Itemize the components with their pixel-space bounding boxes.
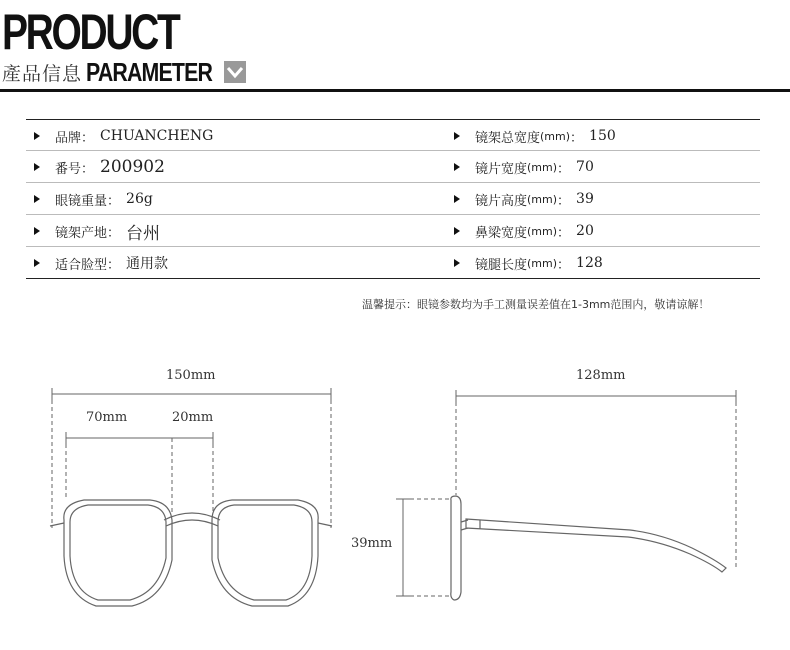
spec-value: 台州 [126,223,161,244]
spec-label: 镜架产地 [55,225,108,241]
spec-unit: (mm) [527,192,558,206]
spec-value: 26g [126,191,153,207]
lens-bridge-dimension [66,432,213,514]
side-view-glasses [451,496,726,600]
spec-label: 番号 [55,161,82,177]
spec-colon: ： [570,130,584,146]
spec-colon: ： [107,257,121,273]
spec-value: 200902 [100,157,165,177]
spec-label: 适合脸型 [55,257,108,273]
spec-label: 镜腿长度 [475,257,528,273]
measurement-notice: 温馨提示：眼镜参数均为手工测量误差值在1-3mm范围内，敬请谅解！ [362,298,710,311]
lens-width-label: 70mm [86,410,128,425]
temple-length-label: 128mm [576,368,626,383]
total-width-dimension [52,388,331,528]
bridge-width-label: 20mm [172,410,214,425]
lens-height-label: 39mm [351,536,393,551]
total-width-label: 150mm [166,368,216,383]
spec-colon: ： [81,130,95,146]
spec-value: 128 [576,255,603,271]
spec-value: 20 [576,223,594,239]
spec-label: 眼镜重量 [55,193,108,209]
spec-label: 镜片宽度 [475,161,528,177]
spec-colon: ： [557,257,571,273]
spec-value: 39 [576,191,594,207]
spec-colon: ： [81,161,95,177]
spec-colon: ： [557,193,571,209]
spec-value: CHUANCHENG [100,128,214,144]
spec-colon: ： [107,193,121,209]
spec-unit: (mm) [527,224,558,238]
temple-length-dimension [456,390,736,568]
page-title: PRODUCT [2,4,179,60]
spec-value: 通用款 [126,256,169,272]
spec-label: 镜片高度 [475,193,528,209]
spec-colon: ： [557,161,571,177]
subtitle-english: PARAMETER [86,56,213,87]
spec-unit: (mm) [527,256,558,270]
lens-height-dimension [396,499,452,596]
spec-value: 70 [576,159,594,175]
spec-label: 鼻梁宽度 [475,225,528,241]
spec-value: 150 [589,128,616,144]
spec-colon: ： [557,225,571,241]
subtitle-chinese: 產品信息 [2,62,83,85]
spec-unit: (mm) [540,129,571,143]
spec-unit: (mm) [527,160,558,174]
front-view-glasses [50,500,332,606]
spec-label: 镜架总宽度 [475,130,541,146]
spec-label: 品牌 [55,130,82,146]
spec-colon: ： [107,225,121,241]
